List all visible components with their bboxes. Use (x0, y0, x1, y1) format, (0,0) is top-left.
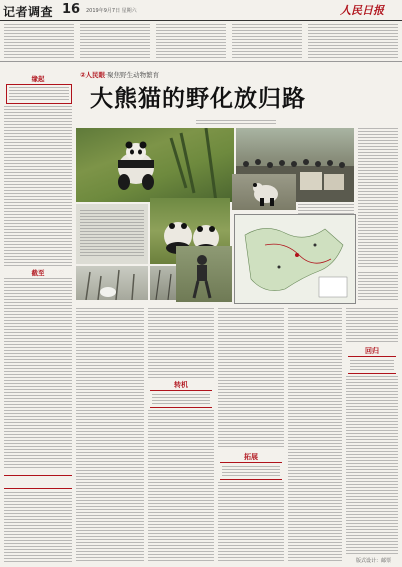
map-graphic (234, 214, 356, 304)
text-column-4 (288, 308, 342, 562)
person-photo-art (176, 246, 232, 302)
main-photo (76, 128, 234, 202)
byline (196, 120, 276, 124)
sidebar-quote-box-2 (4, 475, 72, 489)
snow-photo-art (76, 266, 148, 300)
pull-quote-3 (348, 356, 396, 374)
panda-road-art (232, 174, 296, 210)
text-column-2a (148, 308, 214, 378)
text-block-top-3 (156, 24, 226, 58)
headline: 大熊猫的野化放归路 (90, 85, 306, 112)
date-line: 2019年9月7日 星期六 (86, 8, 137, 14)
sidebar-quote-box (6, 84, 72, 104)
page-number: 16 (62, 2, 81, 17)
section-heading-1: 转机 (174, 381, 188, 389)
newspaper-logo: 人民日报 (340, 4, 384, 17)
section-heading-3: 回归 (365, 347, 379, 355)
text-column-5b (346, 376, 398, 554)
section-heading-2: 拓展 (244, 453, 258, 461)
person-photo (176, 246, 232, 302)
snow-photo (76, 266, 148, 300)
pull-quote-1 (150, 390, 212, 408)
text-column-left-c (4, 492, 72, 562)
footer-credit: 版式设计：邮票 (356, 558, 392, 564)
text-column-3a (218, 308, 284, 448)
text-column-right-a (358, 128, 398, 268)
map-art (235, 215, 355, 303)
pull-quote-2 (220, 462, 282, 480)
text-column-left-a (4, 106, 72, 266)
text-column-1 (76, 308, 144, 562)
text-block-top-1 (4, 24, 74, 58)
text-column-5a (346, 308, 398, 344)
text-column-2b (148, 410, 214, 562)
text-block-top-4 (232, 24, 302, 58)
text-column-3b (218, 482, 284, 562)
text-block-top-5 (308, 24, 398, 58)
sidebar-box-title: 缘起 (31, 75, 45, 83)
kicker: ②人民眼·聚焦野生动物繁育 (80, 71, 160, 79)
sidebar-box-title-2: 截至 (31, 269, 45, 277)
caption-block (76, 204, 148, 264)
column-name: 记者调查 (3, 5, 54, 19)
text-block-top-2 (80, 24, 150, 58)
panda-road-photo (232, 174, 296, 210)
divider (0, 61, 402, 62)
text-column-left-b (4, 278, 72, 468)
text-column-right-b (358, 272, 398, 302)
panda-photo-art (76, 128, 234, 202)
